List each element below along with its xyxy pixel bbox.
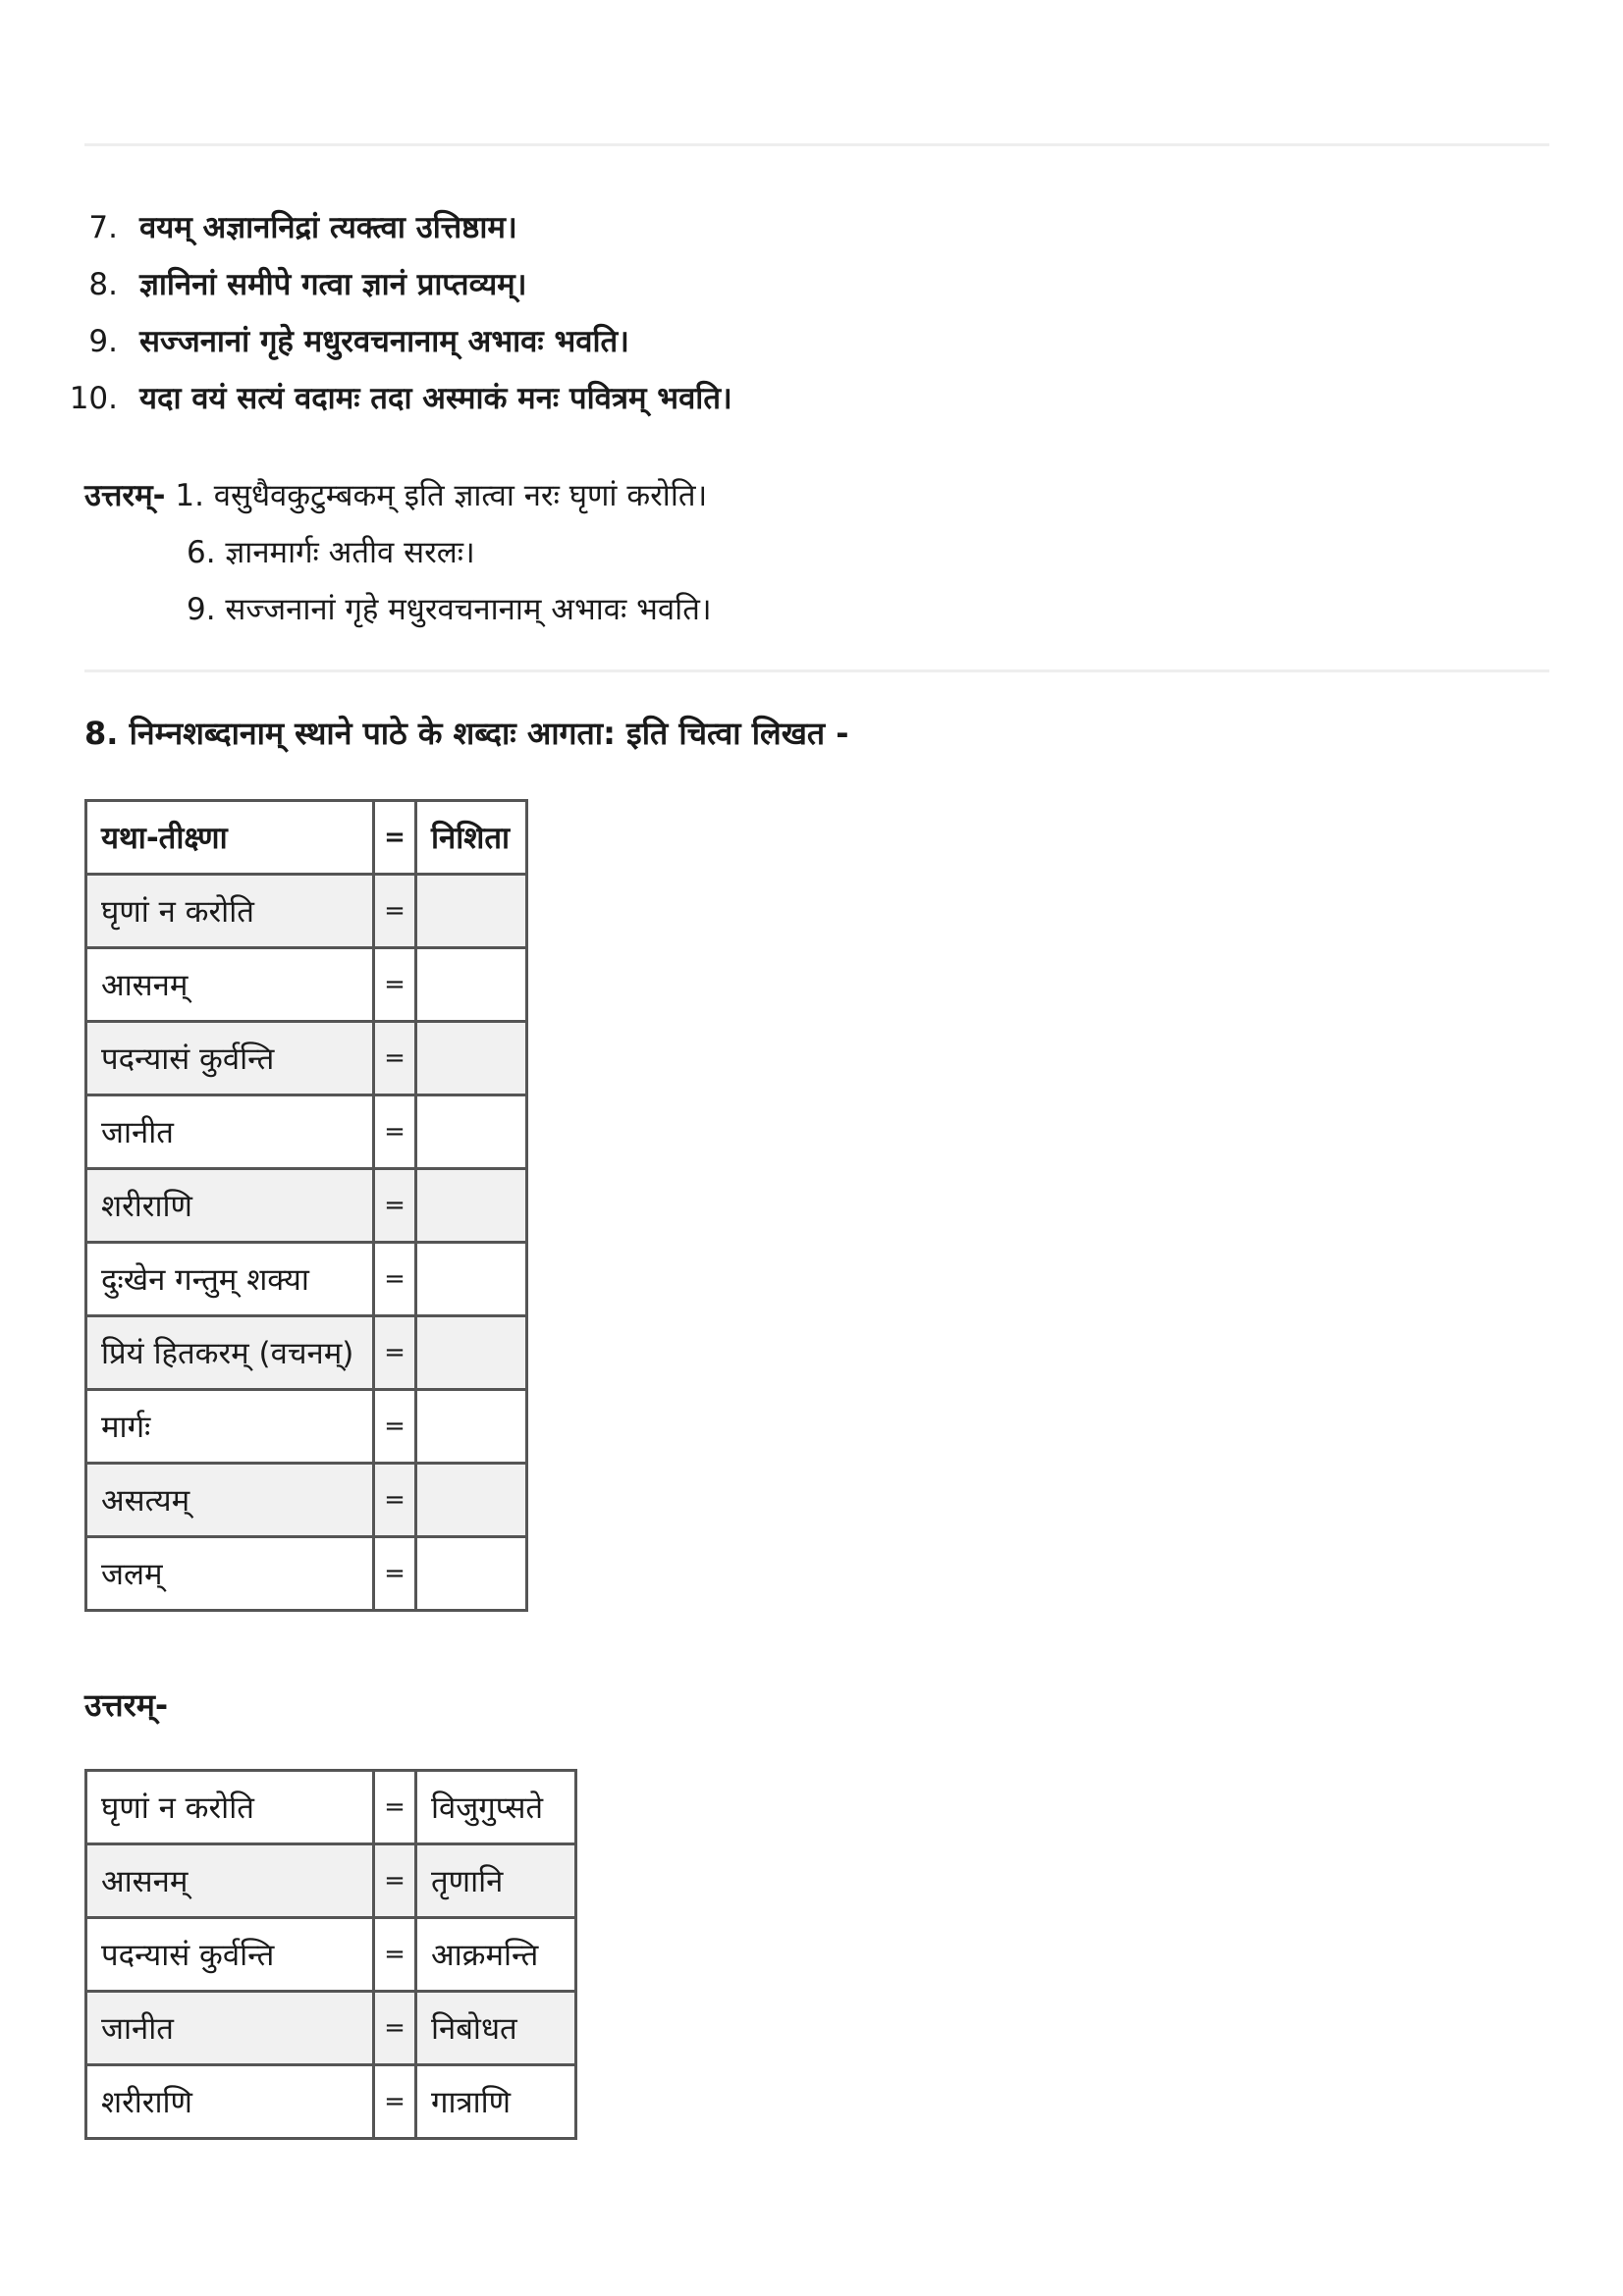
table-cell: = — [374, 1095, 416, 1169]
table-row — [86, 1918, 576, 1992]
table-row — [86, 1390, 527, 1464]
answer-line: 6. ज्ञानमार्गः अतीव सरलः। — [187, 535, 475, 570]
table-cell: = — [374, 1243, 416, 1316]
table-cell: = — [374, 1537, 416, 1611]
table-cell: = — [374, 1771, 416, 1844]
table-row — [86, 1169, 527, 1243]
table-row — [86, 1992, 576, 2065]
table-cell: = — [374, 1390, 416, 1464]
table-cell: निशिता — [416, 801, 527, 875]
table-cell: आसनम् — [86, 1844, 374, 1918]
vocabulary-answer-table — [84, 1769, 577, 2140]
answer-block-1 — [84, 474, 707, 515]
table-cell — [416, 875, 527, 948]
vocabulary-question-table — [84, 799, 528, 1612]
question-heading: 8. निम्नशब्दानाम् स्थाने पाठे के शब्दाः आगता: इति चित्वा लिखत - — [84, 715, 849, 752]
table-cell: = — [374, 1316, 416, 1390]
section-divider — [84, 669, 1549, 672]
table-cell: शरीराणि — [86, 2065, 374, 2139]
table-cell — [416, 1243, 527, 1316]
table-cell: तृणानि — [416, 1844, 576, 1918]
answer-label: उत्तरम्- — [84, 478, 166, 513]
answer-line: 1. वसुधैवकुटुम्बकम् इति ज्ञात्वा नरः घृणां करोति। — [175, 478, 708, 513]
table-cell — [416, 948, 527, 1022]
table-row — [86, 1537, 527, 1611]
table-cell: = — [374, 1169, 416, 1243]
table-row — [86, 1844, 576, 1918]
sentence-list — [59, 206, 732, 434]
table-cell: गात्राणि — [416, 2065, 576, 2139]
table-cell: = — [374, 1464, 416, 1537]
table-row — [86, 1771, 576, 1844]
table-row — [86, 1022, 527, 1095]
table-cell: पदन्यासं कुर्वन्ति — [86, 1918, 374, 1992]
table-row — [86, 1464, 527, 1537]
table-cell: यथा-तीक्ष्णा — [86, 801, 374, 875]
table-cell: आसनम् — [86, 948, 374, 1022]
table-row — [86, 2065, 576, 2139]
table-row — [86, 948, 527, 1022]
list-item: 9. सज्जनानां गृहे मधुरवचनानाम् अभावः भवति। — [88, 324, 629, 359]
table-cell — [416, 1022, 527, 1095]
table-cell: शरीराणि — [86, 1169, 374, 1243]
table-cell: घृणां न करोति — [86, 1771, 374, 1844]
table-cell: = — [374, 875, 416, 948]
table-cell: प्रियं हितकरम् (वचनम्) — [86, 1316, 374, 1390]
table-cell: घृणां न करोति — [86, 875, 374, 948]
table-cell: जानीत — [86, 1095, 374, 1169]
table-row — [86, 1316, 527, 1390]
table-cell: = — [374, 1918, 416, 1992]
page-bottom-margin — [0, 2140, 1623, 2296]
table-cell: = — [374, 2065, 416, 2139]
table-cell — [416, 1537, 527, 1611]
table-cell: = — [374, 1844, 416, 1918]
answer-line: 9. सज्जनानां गृहे मधुरवचनानाम् अभावः भवति। — [187, 592, 712, 627]
answer-label: उत्तरम्- — [84, 1686, 169, 1724]
table-cell — [416, 1390, 527, 1464]
table-cell — [416, 1464, 527, 1537]
list-item: 10. यदा वयं सत्यं वदामः तदा अस्माकं मनः पवित्रम् भवति। — [69, 381, 732, 416]
table-cell: जलम् — [86, 1537, 374, 1611]
table-cell: दुःखेन गन्तुम् शक्या — [86, 1243, 374, 1316]
top-divider — [84, 143, 1549, 146]
table-cell — [416, 1095, 527, 1169]
table-cell: असत्यम् — [86, 1464, 374, 1537]
table-row — [86, 1243, 527, 1316]
table-cell: आक्रमन्ति — [416, 1918, 576, 1992]
table-cell: = — [374, 1992, 416, 2065]
table-row — [86, 875, 527, 948]
table-cell — [416, 1316, 527, 1390]
table-cell: = — [374, 1022, 416, 1095]
table-cell: जानीत — [86, 1992, 374, 2065]
table-cell: = — [374, 801, 416, 875]
table-cell: विजुगुप्सते — [416, 1771, 576, 1844]
table-cell: = — [374, 948, 416, 1022]
list-item: 8. ज्ञानिनां समीपे गत्वा ज्ञानं प्राप्तव्यम्। — [88, 267, 527, 302]
table-row — [86, 801, 527, 875]
list-item: 7. वयम् अज्ञाननिद्रां त्यक्त्वा उत्तिष्ठाम। — [88, 210, 517, 245]
table-row — [86, 1095, 527, 1169]
table-cell — [416, 1169, 527, 1243]
table-cell: निबोधत — [416, 1992, 576, 2065]
table-cell: पदन्यासं कुर्वन्ति — [86, 1022, 374, 1095]
table-cell: मार्गः — [86, 1390, 374, 1464]
